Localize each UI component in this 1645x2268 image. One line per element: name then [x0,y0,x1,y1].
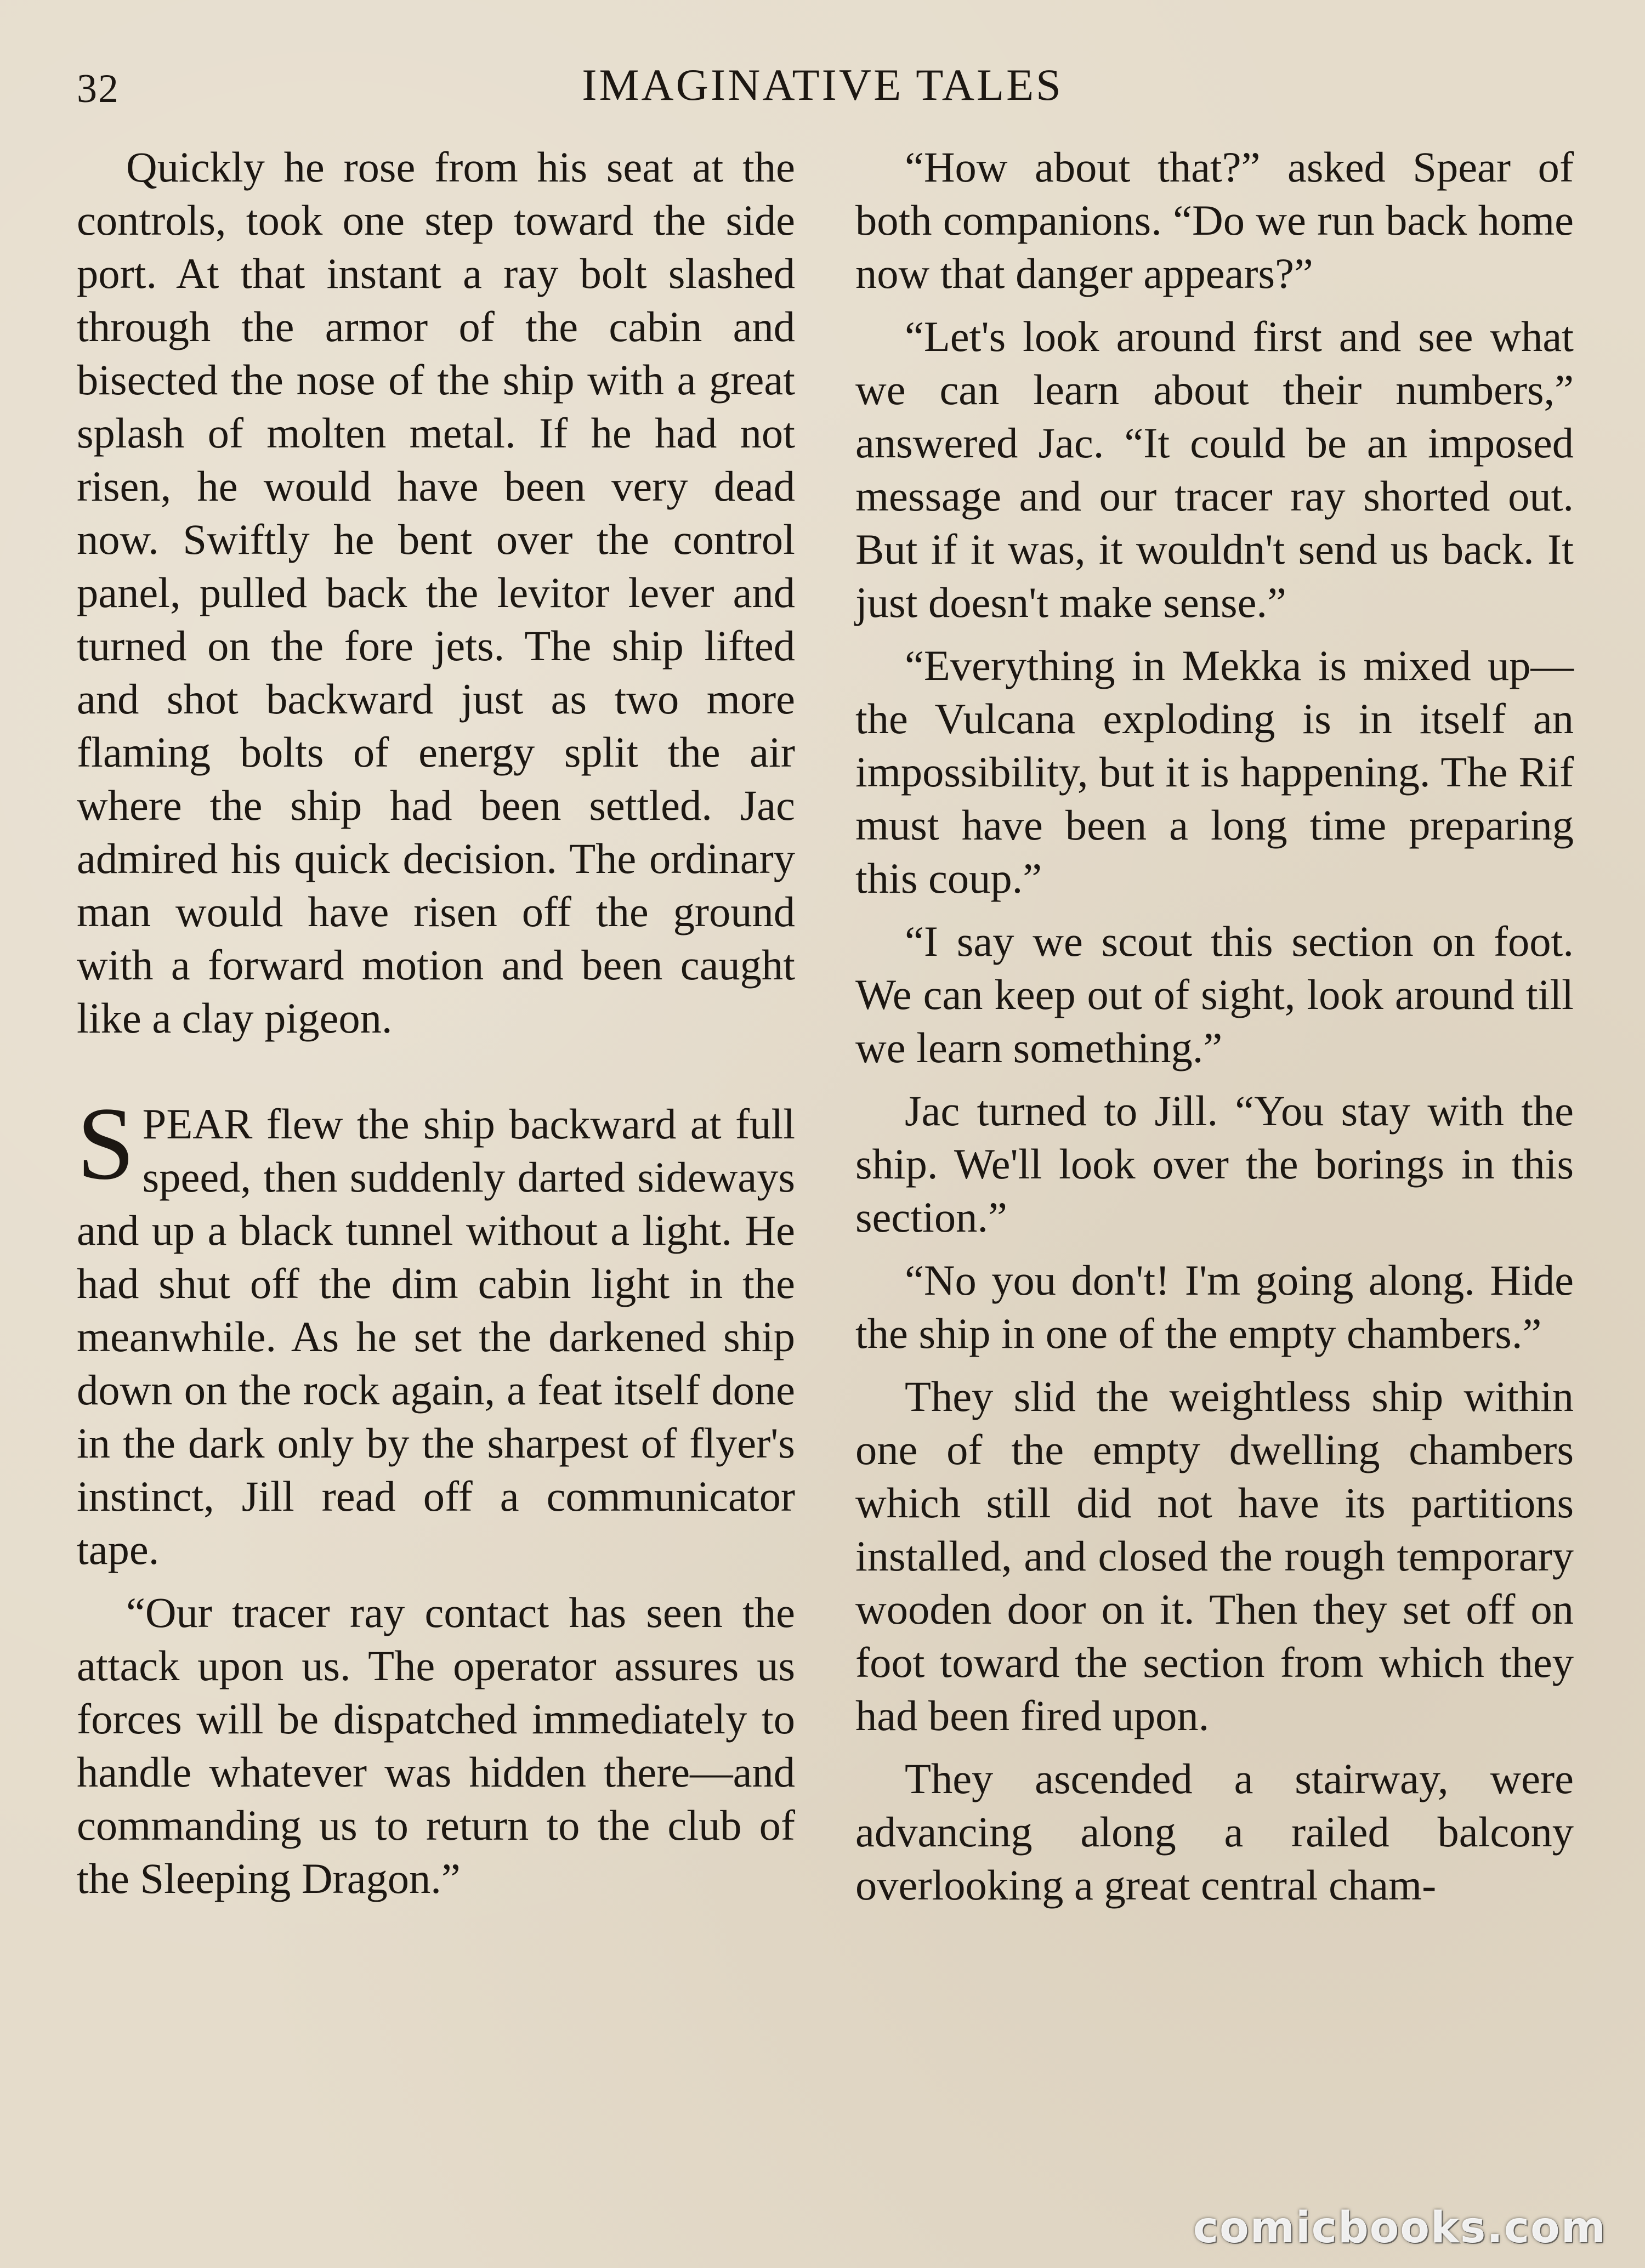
left-column [77,140,795,1905]
paragraph: They ascended a stairway, were advancing along a railed balcony overlooking a great central cham- [855,1755,1574,1909]
paragraph-text: PEAR flew the ship backward at full speed, then suddenly darted sideways and up a black tunnel without a light. He had shut off the dim cabin light in the meanwhile. As he set the darkened ship down on the rock again, a feat itself done in the dark only by the sharpest of flyer's instinct, Jill read off a communicator tape. [77,1100,795,1573]
paragraph: They slid the weightless ship within one of the empty dwelling chambers which still did not have its partitions installed, and closed the rough temporary wooden door on it. Then they set off on foot toward the section from which they had been fired upon. [855,1373,1574,1739]
paragraph: “I say we scout this section on foot. We can keep out of sight, look around till we learn something.” [855,917,1574,1071]
paragraph: “Everything in Mekka is mixed up— the Vulcana exploding is in itself an impossibility, but it is happening. The Rif must have been a long time preparing this coup.” [855,642,1574,902]
paragraph: “Our tracer ray contact has seen the attack upon us. The operator assures us forces will be dispatched immediately to handle whatever was hidden there—and commanding us to return to the club of the Sleeping Dragon.” [77,1589,795,1902]
page-header [0,55,1645,115]
watermark: comicbooks.com [1193,2203,1607,2253]
paragraph-with-dropcap [77,1086,795,1576]
paragraph: Quickly he rose from his seat at the controls, took one step toward the side port. At that instant a ray bolt slashed through the armor of the cabin and bisected the nose of the ship with a great splash of molten metal. If he had not risen, he would have been very dead now. Swiftly he bent over the control panel, pulled back the levitor lever and turned on the fore jets. The ship lifted and shot backward just as two more flaming bolts of energy split the air where the ship had been settled. Jac admired his quick decision. The ordinary man would have risen off the ground with a forward motion and been caught like a clay pigeon. [77,143,795,1042]
paragraph: Jac turned to Jill. “You stay with the ship. We'll look over the borings in this section.” [855,1087,1574,1241]
paragraph: “No you don't! I'm going along. Hide the ship in one of the empty chambers.” [855,1256,1574,1357]
paragraph: “Let's look around first and see what we can learn about their numbers,” answered Jac. “It could be an imposed message and our tracer ray shorted out. But if it was, it wouldn't send us back. It just doesn't make sense.” [855,313,1574,626]
paragraph: “How about that?” asked Spear of both companions. “Do we run back home now that danger appears?” [855,143,1574,297]
right-column [855,140,1574,1921]
drop-cap: S [77,1086,135,1201]
page-number: 32 [77,66,120,111]
running-title: IMAGINATIVE TALES [582,60,1063,110]
